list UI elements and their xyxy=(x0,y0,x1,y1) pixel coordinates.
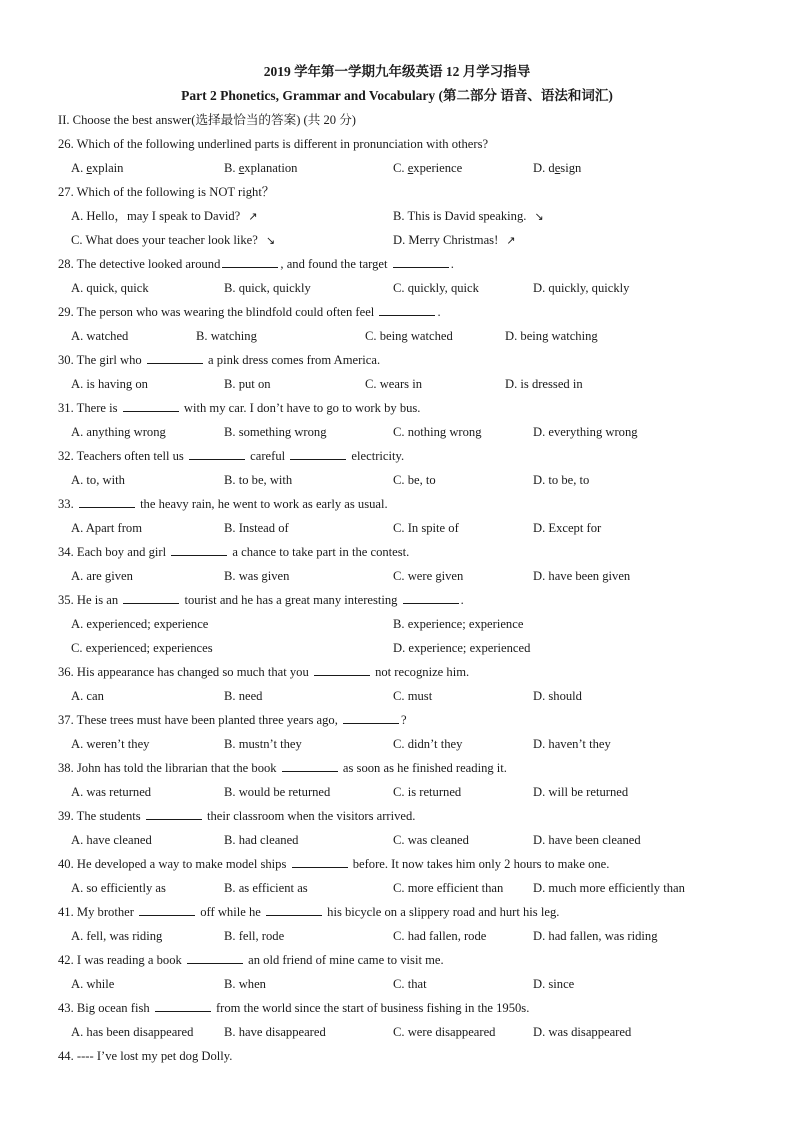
question-42-stem: 42. I was reading a book an old friend of mine came to visit me. xyxy=(58,953,444,967)
option-b: B. had cleaned xyxy=(224,833,299,847)
answer-blank xyxy=(139,904,195,916)
option-c: C. wears in xyxy=(365,377,423,391)
question-38-stem: 38. John has told the librarian that the book as soon as he finished reading it. xyxy=(58,761,507,775)
question-36-stem: 36. His appearance has changed so much that you not recognize him. xyxy=(58,665,470,679)
question-39-options xyxy=(0,832,794,848)
question-31-stem: 31. There is with my car. I don’t have to go to work by bus. xyxy=(58,401,421,415)
option-a: A. while xyxy=(71,977,115,991)
question-28-stem: 28. The detective looked around , and found the target . xyxy=(58,257,454,271)
question-30-stem: 30. The girl who a pink dress comes from America. xyxy=(58,353,381,367)
option-c: C. being watched xyxy=(365,329,453,343)
option-b: B. This is David speaking. ↘ xyxy=(393,209,544,223)
option-a: A. anything wrong xyxy=(71,425,166,439)
question-27-options-row2 xyxy=(0,232,794,248)
answer-blank xyxy=(146,808,202,820)
option-a: A. quick, quick xyxy=(71,281,149,295)
option-c: C. more efficient than xyxy=(393,881,504,895)
question-43-stem: 43. Big ocean fish from the world since the start of business fishing in the 1950s. xyxy=(58,1001,530,1015)
option-d: D. had fallen, was riding xyxy=(533,929,658,943)
option-c: C. had fallen, rode xyxy=(393,929,487,943)
answer-blank xyxy=(123,400,179,412)
option-a: A. so efficiently as xyxy=(71,881,166,895)
option-a: A. Hello，may I speak to David? ↗ xyxy=(71,209,258,223)
option-c: C. experienced; experiences xyxy=(71,641,213,655)
option-b: B. quick, quickly xyxy=(224,281,311,295)
option-c: C. were given xyxy=(393,569,464,583)
option-b: B. as efficient as xyxy=(224,881,308,895)
question-28-options xyxy=(0,280,794,296)
rising-intonation-icon: ↗ xyxy=(248,210,258,223)
answer-blank xyxy=(292,856,348,868)
option-c: C. be, to xyxy=(393,473,436,487)
question-35-stem: 35. He is an tourist and he has a great many interesting . xyxy=(58,593,464,607)
question-34-stem: 34. Each boy and girl a chance to take part in the contest. xyxy=(58,545,410,559)
question-27-stem: 27. Which of the following is NOT right？ xyxy=(58,185,275,199)
question-38-options xyxy=(0,784,794,800)
option-c: C. didn’t they xyxy=(393,737,463,751)
question-31-options xyxy=(0,424,794,440)
question-37-stem: 37. These trees must have been planted three years ago, ? xyxy=(58,713,407,727)
answer-blank xyxy=(189,448,245,460)
part-subtitle: Part 2 Phonetics, Grammar and Vocabulary (第二部分 语音、语法和词汇) xyxy=(181,88,613,103)
question-44-stem: 44. ---- I’ve lost my pet dog Dolly. xyxy=(58,1049,233,1063)
option-c: C. experience xyxy=(393,161,463,175)
option-c: C. nothing wrong xyxy=(393,425,482,439)
option-b: B. have disappeared xyxy=(224,1025,326,1039)
option-d: D. since xyxy=(533,977,575,991)
option-d: D. being watching xyxy=(505,329,598,343)
answer-blank xyxy=(155,1000,211,1012)
answer-blank xyxy=(171,544,227,556)
option-b: B. mustn’t they xyxy=(224,737,302,751)
option-d: D. much more efficiently than xyxy=(533,881,685,895)
answer-blank xyxy=(379,304,435,316)
option-d: D. quickly, quickly xyxy=(533,281,630,295)
question-40-options xyxy=(0,880,794,896)
question-35-options-row1 xyxy=(0,616,794,632)
option-a: A. are given xyxy=(71,569,133,583)
option-b: B. watching xyxy=(196,329,257,343)
option-c: C. that xyxy=(393,977,427,991)
option-d: D. experience; experienced xyxy=(393,641,531,655)
question-26-stem: 26. Which of the following underlined parts is different in pronunciation with others? xyxy=(58,137,489,151)
question-36-options xyxy=(0,688,794,704)
question-42-options xyxy=(0,976,794,992)
option-d: D. is dressed in xyxy=(505,377,583,391)
question-41-options xyxy=(0,928,794,944)
question-40-stem: 40. He developed a way to make model ships before. It now takes him only 2 hours to make one. xyxy=(58,857,610,871)
option-d: D. was disappeared xyxy=(533,1025,632,1039)
option-b: B. explanation xyxy=(224,161,298,175)
question-26-options xyxy=(0,160,794,176)
option-b: B. would be returned xyxy=(224,785,331,799)
answer-blank xyxy=(187,952,243,964)
option-c: C. was cleaned xyxy=(393,833,469,847)
answer-blank xyxy=(123,592,179,604)
option-c: C. were disappeared xyxy=(393,1025,496,1039)
question-30-options xyxy=(0,376,794,392)
answer-blank xyxy=(314,664,370,676)
question-41-stem: 41. My brother off while he his bicycle on a slippery road and hurt his leg. xyxy=(58,905,560,919)
option-d: D. Except for xyxy=(533,521,602,535)
question-39-stem: 39. The students their classroom when the visitors arrived. xyxy=(58,809,416,823)
option-a: A. can xyxy=(71,689,104,703)
option-d: D. have been given xyxy=(533,569,631,583)
question-32-options xyxy=(0,472,794,488)
answer-blank xyxy=(393,256,449,268)
option-c: C. In spite of xyxy=(393,521,459,535)
option-a: A. has been disappeared xyxy=(71,1025,194,1039)
rising-intonation-icon: ↗ xyxy=(506,234,516,247)
option-c: C. must xyxy=(393,689,433,703)
question-27-options-row1 xyxy=(0,208,794,224)
option-b: B. fell, rode xyxy=(224,929,285,943)
option-d: D. everything wrong xyxy=(533,425,638,439)
falling-intonation-icon: ↘ xyxy=(265,234,276,247)
answer-blank xyxy=(147,352,203,364)
option-a: A. Apart from xyxy=(71,521,142,535)
option-a: A. weren’t they xyxy=(71,737,150,751)
option-d: D. to be, to xyxy=(533,473,590,487)
question-29-options xyxy=(0,328,794,344)
option-a: A. was returned xyxy=(71,785,152,799)
option-d: D. Merry Christmas! ↗ xyxy=(393,233,516,247)
option-a: A. to, with xyxy=(71,473,125,487)
option-d: D. haven’t they xyxy=(533,737,611,751)
option-b: B. need xyxy=(224,689,263,703)
answer-blank xyxy=(282,760,338,772)
question-33-options xyxy=(0,520,794,536)
option-d: D. design xyxy=(533,161,582,175)
section-heading: II. Choose the best answer(选择最恰当的答案) (共 20 分) xyxy=(58,113,357,127)
question-29-stem: 29. The person who was wearing the blindfold could often feel . xyxy=(58,305,441,319)
option-a: A. explain xyxy=(71,161,124,175)
answer-blank xyxy=(290,448,346,460)
option-d: D. have been cleaned xyxy=(533,833,641,847)
question-34-options xyxy=(0,568,794,584)
option-a: A. is having on xyxy=(71,377,148,391)
option-a: A. watched xyxy=(71,329,129,343)
falling-intonation-icon: ↘ xyxy=(534,210,544,223)
question-37-options xyxy=(0,736,794,752)
option-c: C. quickly, quick xyxy=(393,281,479,295)
option-a: A. have cleaned xyxy=(71,833,152,847)
option-d: D. will be returned xyxy=(533,785,629,799)
option-b: B. Instead of xyxy=(224,521,289,535)
option-b: B. when xyxy=(224,977,266,991)
option-c: C. What does your teacher look like? ↘ xyxy=(71,233,276,247)
option-b: B. experience; experience xyxy=(393,617,524,631)
option-c: C. is returned xyxy=(393,785,462,799)
answer-blank xyxy=(79,496,135,508)
option-a: A. experienced; experience xyxy=(71,617,209,631)
worksheet-title: 2019 学年第一学期九年级英语 12 月学习指导 xyxy=(263,64,531,79)
option-b: B. to be, with xyxy=(224,473,293,487)
answer-blank xyxy=(403,592,459,604)
option-b: B. something wrong xyxy=(224,425,327,439)
answer-blank xyxy=(222,256,278,268)
option-b: B. was given xyxy=(224,569,290,583)
answer-blank xyxy=(266,904,322,916)
option-d: D. should xyxy=(533,689,582,703)
option-a: A. fell, was riding xyxy=(71,929,163,943)
option-b: B. put on xyxy=(224,377,271,391)
answer-blank xyxy=(343,712,399,724)
question-35-options-row2 xyxy=(0,640,794,656)
question-33-stem: 33. the heavy rain, he went to work as early as usual. xyxy=(58,497,388,511)
question-32-stem: 32. Teachers often tell us careful electricity. xyxy=(58,449,405,463)
question-43-options xyxy=(0,1024,794,1040)
